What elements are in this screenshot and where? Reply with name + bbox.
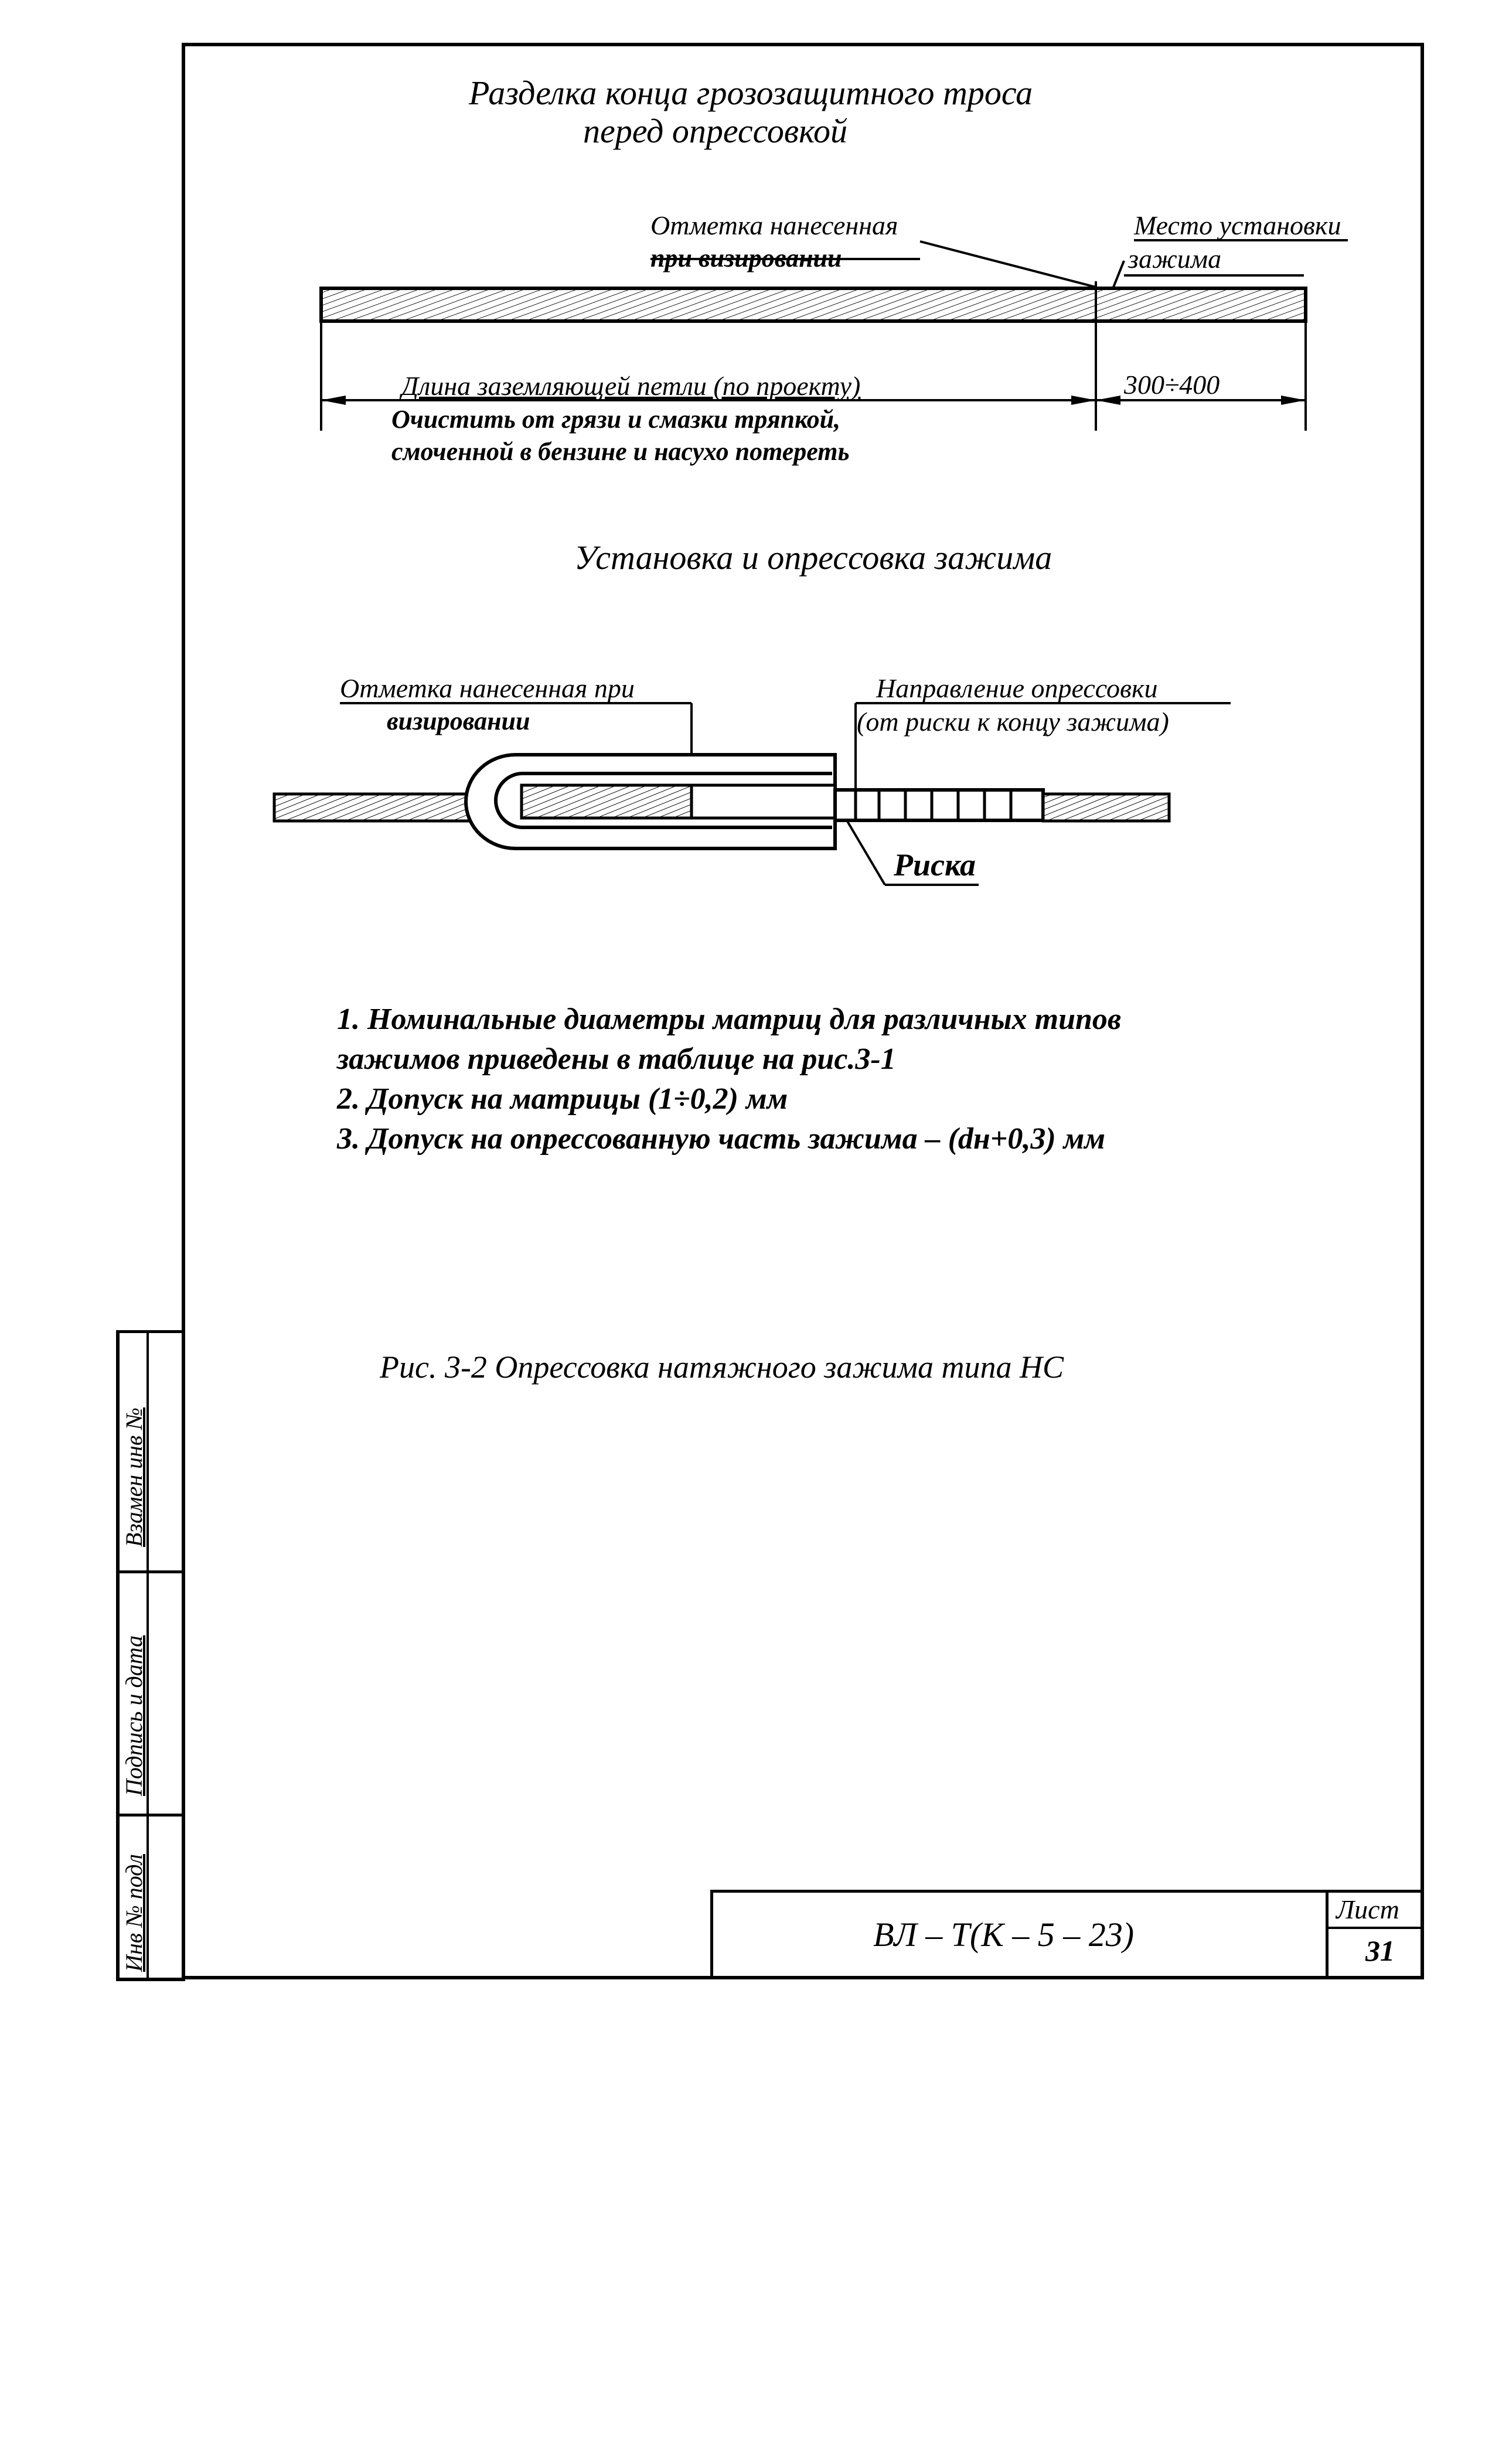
- direction-line1: Направление опрессовки: [876, 673, 1158, 703]
- sheet-label: Лист: [1336, 1894, 1399, 1924]
- side-stamp-divider: [116, 1330, 185, 1333]
- side-stamp-left-border: [116, 1330, 120, 1981]
- title-block-sheet-divider: [1326, 1890, 1329, 1979]
- note-1-cont: зажимов приведены в таблице на рис.3-1: [337, 1042, 896, 1076]
- note-3: 3. Допуск на опрессованную часть зажима – (dн+0,3) мм: [337, 1122, 1105, 1156]
- sheet-number: 31: [1365, 1934, 1395, 1967]
- s2-mark-label-line2: визировании: [387, 707, 530, 735]
- clean-note-line2: смоченной в бензине и насухо потереть: [391, 437, 850, 466]
- stamp-replace-inv: Взамен инв №: [121, 1407, 147, 1547]
- section2-title: Установка и опрессовка зажима: [574, 539, 1052, 577]
- stamp-inv-orig: Инв № подл: [121, 1854, 147, 1972]
- side-stamp-divider: [116, 1978, 185, 1981]
- mark-label-line2: при визировании: [650, 244, 842, 272]
- loop-length-label: Длина заземляющей петли (по проекту): [401, 371, 861, 401]
- title-block-sheet-row: [1326, 1927, 1424, 1929]
- s2-mark-label-line1: Отметка нанесенная при: [340, 673, 635, 703]
- side-stamp-divider: [116, 1570, 185, 1573]
- mark-label-line1: Отметка нанесенная: [650, 210, 898, 240]
- note-1: 1. Номинальные диаметры матриц для различных типов: [337, 1003, 1122, 1036]
- title-block-top: [710, 1890, 1424, 1893]
- clamp-place-line2: зажима: [1128, 244, 1222, 274]
- stamp-sign-date: Подпись и дата: [121, 1635, 147, 1796]
- section1-title-line2: перед опрессовкой: [583, 112, 848, 150]
- title-block-left: [710, 1890, 713, 1979]
- figure-caption: Рис. 3-2 Опрессовка натяжного зажима типа НС: [380, 1349, 1064, 1385]
- dimension-label: 300÷400: [1124, 370, 1220, 400]
- designation: ВЛ – Т(К – 5 – 23): [873, 1916, 1135, 1954]
- note-2: 2. Допуск на матрицы (1÷0,2) мм: [337, 1082, 788, 1116]
- risk-label: Риска: [894, 847, 976, 882]
- section1-title-line1: Разделка конца грозозащитного троса: [469, 74, 1033, 112]
- clamp-pressing-diagram: [0, 0, 1509, 938]
- direction-line2: (от риски к концу зажима): [857, 707, 1169, 737]
- side-stamp-divider: [116, 1814, 185, 1817]
- clamp-place-line1: Место установки: [1134, 210, 1341, 240]
- clean-note-line1: Очистить от грязи и смазки тряпкой,: [391, 405, 841, 434]
